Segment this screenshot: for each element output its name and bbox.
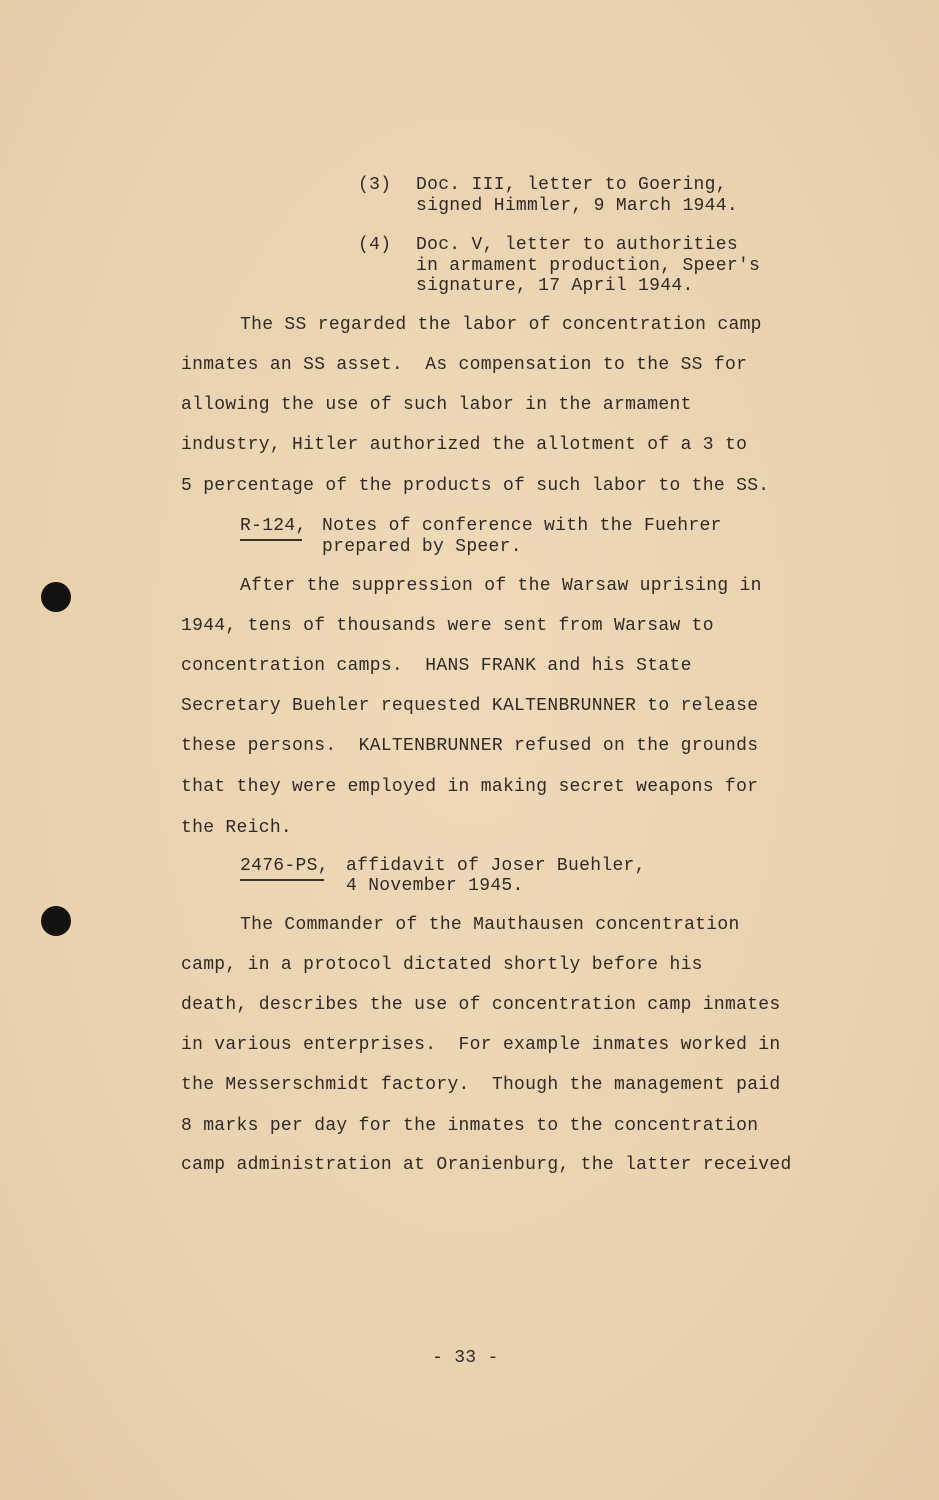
reference-number: (3) [358,175,392,195]
reference-text: Doc. III, letter to Goering, [416,175,727,195]
body-text-line: allowing the use of such labor in the armament [181,395,692,415]
body-text-line: the Messerschmidt factory. Though the management paid [181,1075,781,1095]
citation-text: 4 November 1945. [346,876,524,896]
body-text-line: The SS regarded the labor of concentration camp [240,315,762,335]
body-text-line: 8 marks per day for the inmates to the concentration [181,1116,759,1136]
body-text-line: concentration camps. HANS FRANK and his State [181,656,692,676]
body-text-line: Secretary Buehler requested KALTENBRUNNER to release [181,696,759,716]
punch-hole [41,582,71,612]
body-text-line: these persons. KALTENBRUNNER refused on the grounds [181,736,759,756]
body-text-line: in various enterprises. For example inmates worked in [181,1035,781,1055]
body-text-line: 1944, tens of thousands were sent from Warsaw to [181,616,714,636]
citation-underline [240,879,324,881]
body-text-line: inmates an SS asset. As compensation to the SS for [181,355,748,375]
reference-text: Doc. V, letter to authorities [416,235,738,255]
body-text-line: the Reich. [181,818,293,838]
citation-text: Notes of conference with the Fuehrer [322,516,722,536]
body-text-line: camp, in a protocol dictated shortly before his [181,955,703,975]
punch-hole [41,906,71,936]
citation-underline [240,539,302,541]
body-text-line: After the suppression of the Warsaw uprising in [240,576,762,596]
body-text-line: The Commander of the Mauthausen concentration [240,915,740,935]
citation-text: prepared by Speer. [322,537,522,557]
body-text-line: industry, Hitler authorized the allotment of a 3 to [181,435,748,455]
body-text-line: death, describes the use of concentration camp inmates [181,995,781,1015]
citation-text: affidavit of Joser Buehler, [346,856,646,876]
citation-code: 2476-PS, [240,856,329,876]
reference-number: (4) [358,235,392,255]
body-text-line: 5 percentage of the products of such labor to the SS. [181,476,770,496]
reference-text: in armament production, Speer's [416,256,761,276]
reference-text: signed Himmler, 9 March 1944. [416,196,738,216]
body-text-line: that they were employed in making secret weapons for [181,777,759,797]
citation-code: R-124, [240,516,307,536]
reference-text: signature, 17 April 1944. [416,276,694,296]
body-text-line: camp administration at Oranienburg, the latter received [181,1155,792,1175]
page-number: - 33 - [432,1348,499,1368]
